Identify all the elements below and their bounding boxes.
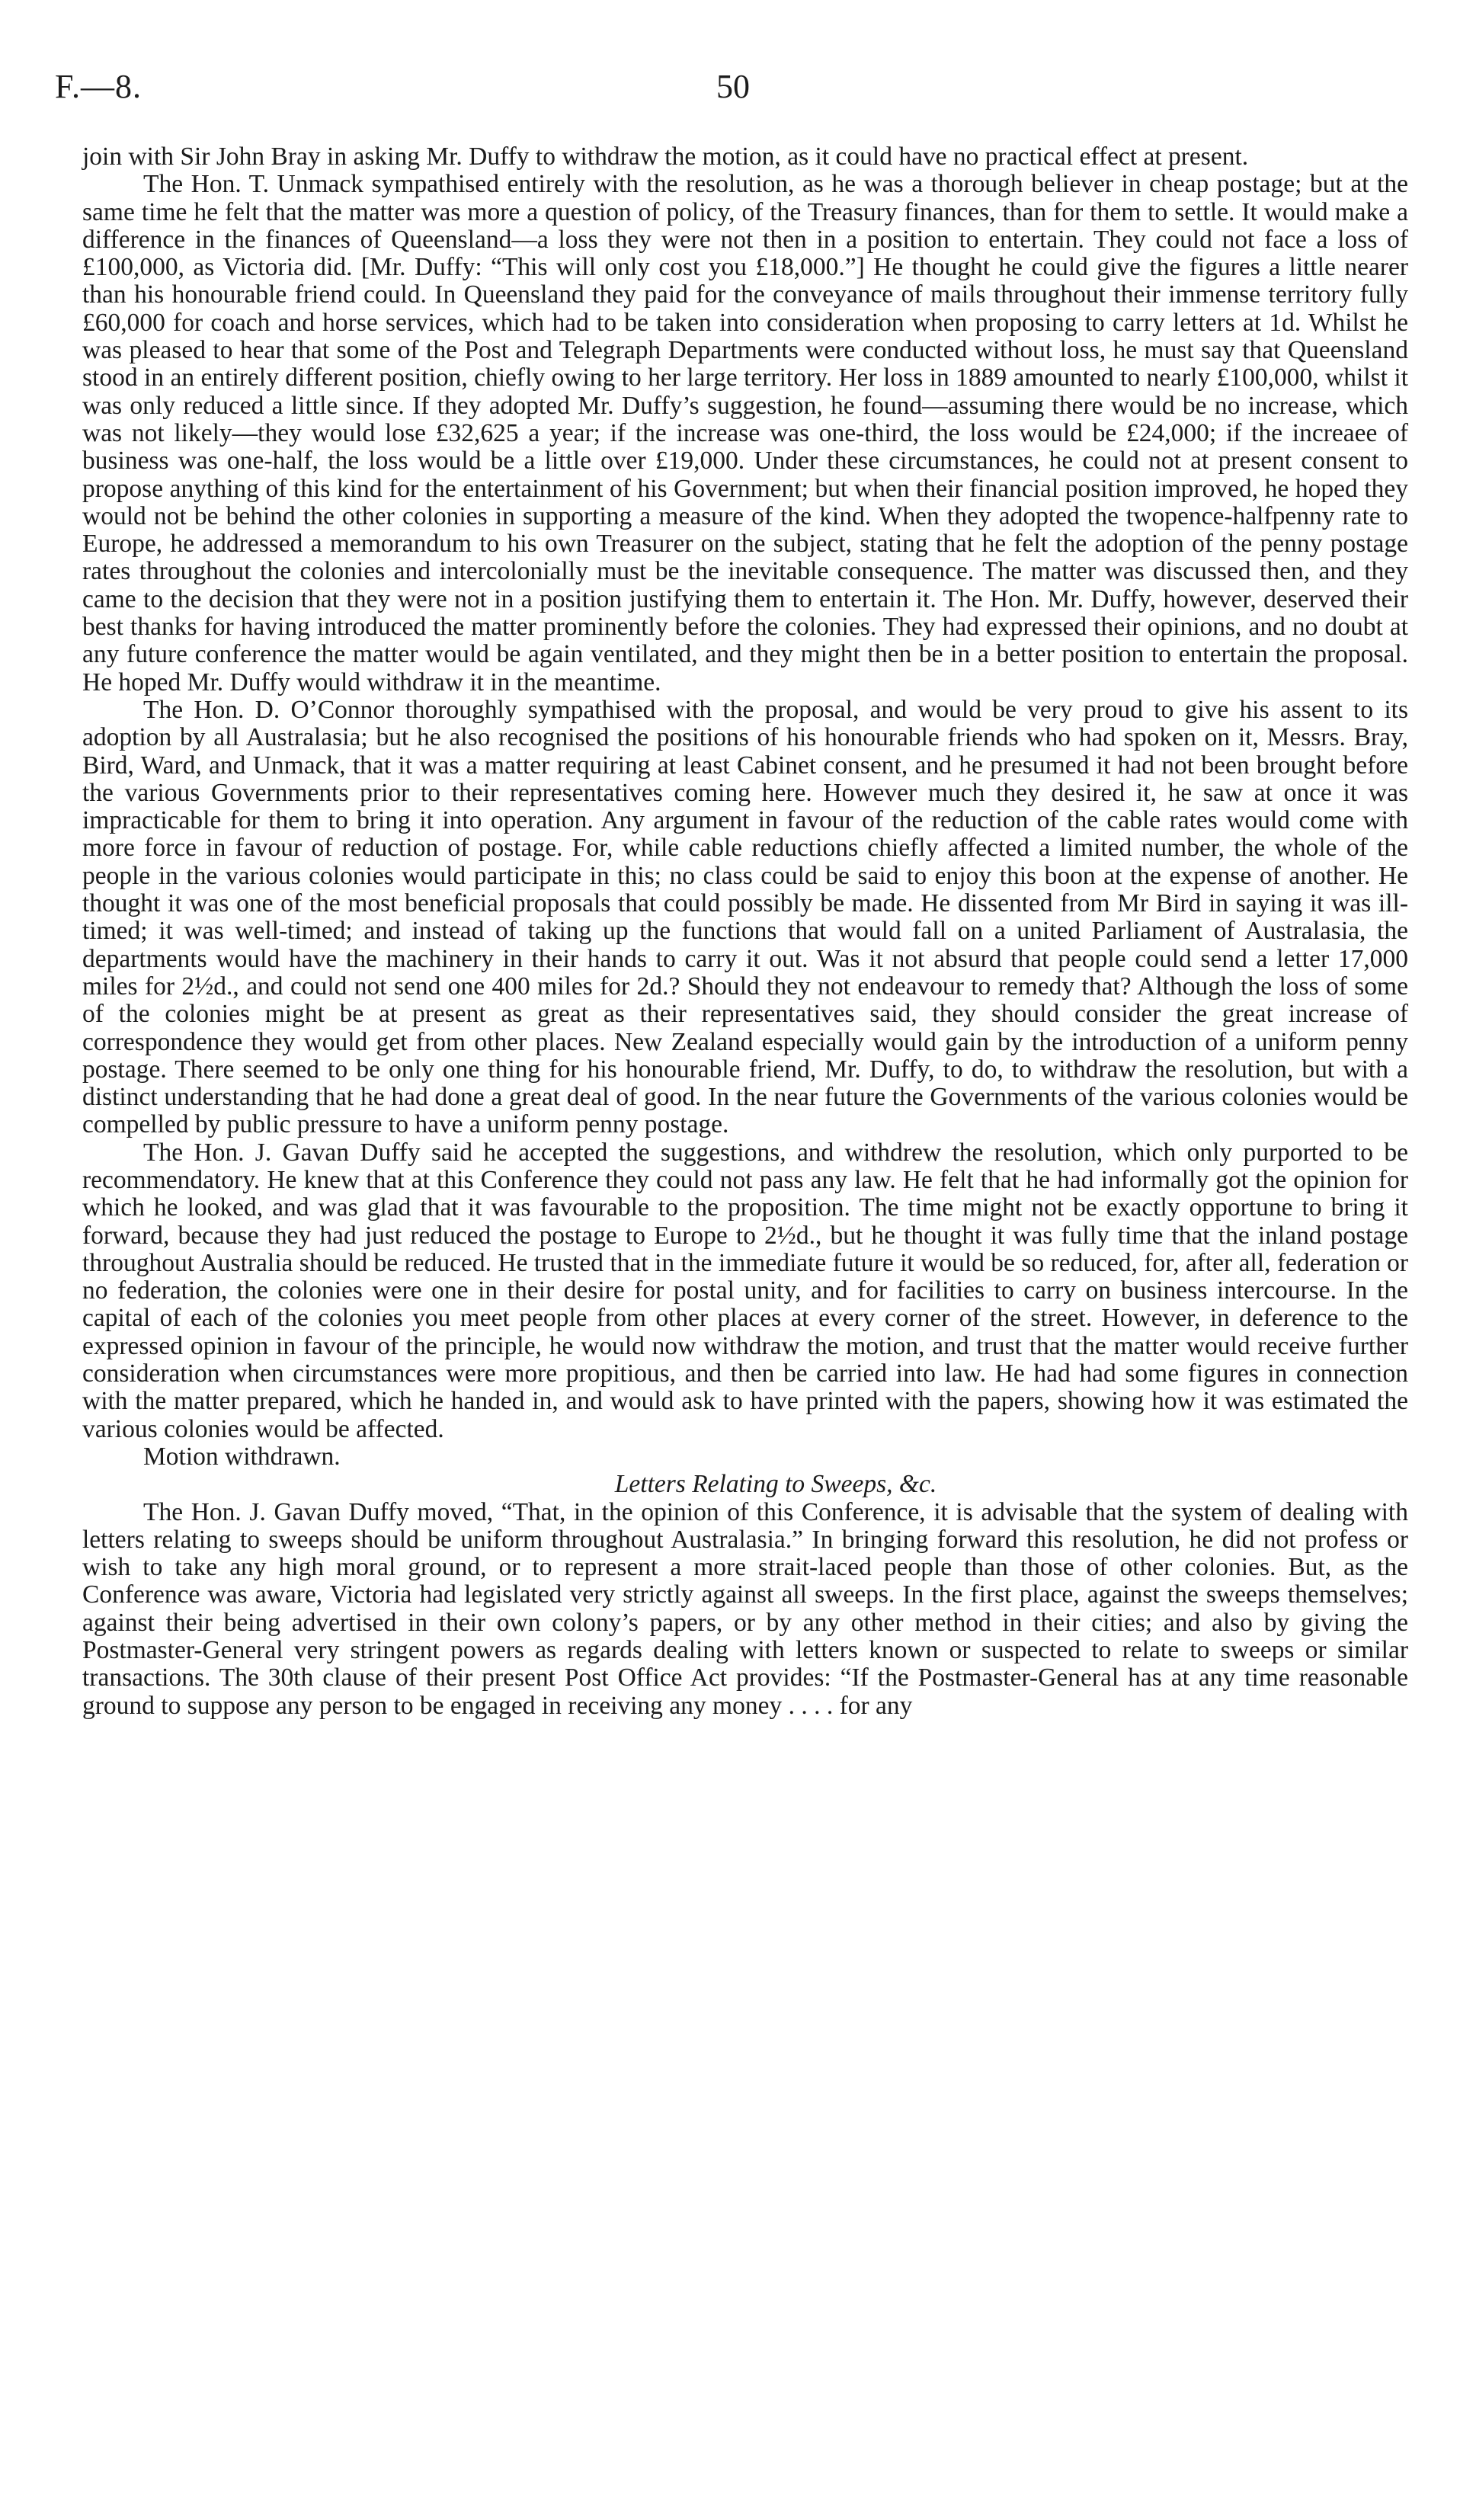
paragraph-motion-withdrawn: Motion withdrawn. — [143, 1442, 341, 1471]
paragraph-sweeps-motion: The Hon. J. Gavan Duffy moved, “That, in the opinion of this Conference, it is advisable that the system of dealing with letters relating to sweeps should be uniform throughout Australasia.” In bringing forward this resolution, he did not profess or wish to take any high moral ground, or to represent a more strait-laced people than those of other colonies. But, as the Conference was aware, Victoria had legislated very strictly against all sweeps. In the first place, against the sweeps themselves; against their being advertised in their own colony’s papers, or by any other method in their cities; and also by giving the Postmaster-General very stringent powers as regards dealing with letters known or suspected to relate to sweeps or similar transactions. The 30th clause of their present Post Office Act provides: “If the Postmaster-General has at any time reasonable ground to suppose any person to be engaged in receiving any money . . . . for any — [82, 1497, 1408, 1720]
paragraph-duffy-reply: The Hon. J. Gavan Duffy said he accepted the suggestions, and withdrew the resolution, which only purported to be recommendatory. He knew that at this Conference they could not pass any law. He felt that he had informally got the opinion for which he looked, and was glad that it was favourable to the proposition. The time might not be exactly opportune to bring it forward, because they had just reduced the postage to Europe to 2½d., but he thought it was fully time that the inland postage throughout Australia should be reduced. He trusted that in the immediate future it would be so reduced, for, after all, federation or no federation, the colonies were one in their desire for postal unity, and for facilities to carry on business intercourse. In the capital of each of the colonies you meet people from other places at every corner of the street. However, in deference to the expressed opinion in favour of the principle, he would now withdraw the motion, and trust that the matter would receive further consideration when circumstances were more propitious, and then be carried into law. He had had some figures in connection with the matter prepared, which he handed in, and would ask to have printed with the papers, showing how it was estimated the various colonies would be affected. — [82, 1138, 1408, 1443]
paragraph-oconnor: The Hon. D. O’Connor thoroughly sympathised with the proposal, and would be very proud to give his assent to its adoption by all Australasia; but he also recognised the positions of his honourable friends who had spoken on it, Messrs. Bray, Bird, Ward, and Unmack, that it was a matter requiring at least Cabinet consent, and he presumed it had not been brought before the various Governments prior to their representatives coming here. However much they desired it, he saw at once it was impracticable for them to bring it into operation. Any argument in favour of the reduction of the cable rates would come with more force in favour of reduction of postage. For, while cable reductions chiefly affected a limited number, the whole of the people in the various colonies would participate in this; no class could be said to enjoy this boon at the expense of another. He thought it was one of the most beneficial proposals that could possibly be made. He dissented from Mr Bird in saying it was ill-timed; it was well-timed; and instead of taking up the functions that would fall on a united Parliament of Australasia, the departments would have the machinery in their hands to carry it out. Was it not absurd that people could send a letter 17,000 miles for 2½d., and could not send one 400 miles for 2d.? Should they not endeavour to remedy that? Although the loss of some of the colonies might be at present as great as their representatives said, they should consider the great increase of correspondence they would get from other places. New Zealand especially would gain by the introduction of a uniform penny postage. There seemed to be only one thing for his honourable friend, Mr. Duffy, to do, to withdraw the resolution, but with a distinct understanding that he had done a great deal of good. In the near future the Governments of the various colonies would be compelled by public pressure to have a uniform penny postage. — [82, 695, 1408, 1139]
section-heading: Letters Relating to Sweeps, &c. — [614, 1470, 937, 1499]
paragraph-continuation: join with Sir John Bray in asking Mr. Duffy to withdraw the motion, as it could have no practical effect at present. — [82, 142, 1249, 171]
page-header — [55, 67, 1411, 113]
paragraph-unmack: The Hon. T. Unmack sympathised entirely with the resolution, as he was a thorough believer in cheap postage; but at the same time he felt that the matter was more a question of policy, of the Treasury finances, than for them to settle. It would make a difference in the finances of Queensland—a loss they were not then in a position to entertain. They could not face a loss of £100,000, as Victoria did. [Mr. Duffy: “This will only cost you £18,000.”] He thought he could give the figures a little nearer than his honourable friend could. In Queensland they paid for the conveyance of mails throughout their immense territory fully £60,000 for coach and horse services, which had to be taken into consideration when proposing to carry letters at 1d. Whilst he was pleased to hear that some of the Post and Telegraph Departments were conducted without loss, he must say that Queensland stood in an entirely different position, chiefly owing to her large territory. Her loss in 1889 amounted to nearly £100,000, whilst it was only reduced a little since. If they adopted Mr. Duffy’s suggestion, he found—assuming there would be no increase, which was not likely—they would lose £32,625 a year; if the increase was one-third, the loss would be £24,000; if the increaee of business was one-half, the loss would be a little over £19,000. Under these circumstances, he could not at present consent to propose anything of this kind for the entertainment of his Government; but when their financial position improved, he hoped they would not be behind the other colonies in supporting a measure of the kind. When they adopted the twopence-halfpenny rate to Europe, he addressed a memorandum to his own Treasurer on the subject, stating that he felt the adoption of the penny postage rates throughout the colonies and intercolonially must be the inevitable consequence. The matter was discussed then, and they came to the decision that they were not in a position justifying them to entertain it. The Hon. Mr. Duffy, however, deserved their best thanks for having introduced the matter prominently before the colonies. They had expressed their opinions, and no doubt at any future conference the matter would be again ventilated, and they might then be in a better position to entertain the proposal. He hoped Mr. Duffy would withdraw it in the meantime. — [82, 170, 1408, 696]
page-number: 50 — [716, 68, 750, 105]
document-reference: F.—8. — [55, 68, 142, 105]
document-body — [82, 143, 1408, 1720]
